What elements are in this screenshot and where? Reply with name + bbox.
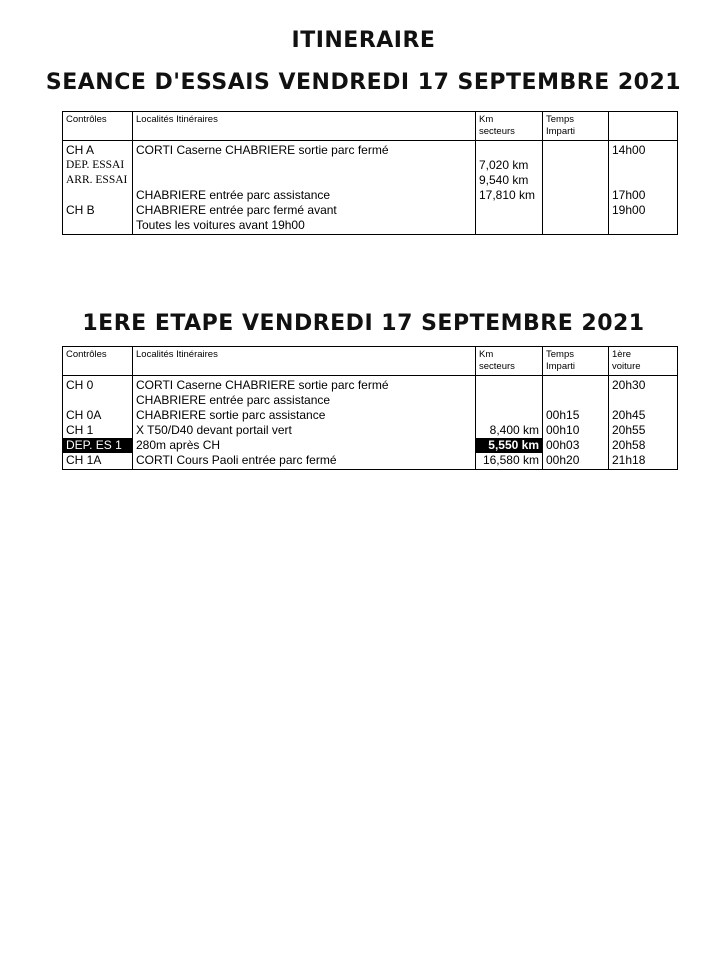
cell-km: 7,020 km	[476, 158, 543, 173]
cell-heure: 19h00	[609, 203, 678, 218]
section-title-1ere-etape: 1ERE ETAPE VENDREDI 17 SEPTEMBRE 2021	[82, 311, 645, 336]
cell-controle: ARR. ESSAI	[63, 173, 133, 188]
cell-controle: CH 0	[63, 376, 133, 394]
cell-heure: 14h00	[609, 141, 678, 159]
cell-temps	[543, 188, 609, 203]
cell-heure: 21h18	[609, 453, 678, 470]
cell-heure: 20h30	[609, 376, 678, 394]
cell-controle	[63, 218, 133, 235]
table-row	[63, 408, 678, 423]
cell-heure: 20h45	[609, 408, 678, 423]
section-title-seance-essais: SEANCE D'ESSAIS VENDREDI 17 SEPTEMBRE 2021	[45, 70, 682, 95]
cell-controle: CH 1	[63, 423, 133, 438]
cell-temps	[543, 393, 609, 408]
table-row	[63, 141, 678, 159]
cell-heure: 20h55	[609, 423, 678, 438]
table-row	[63, 173, 678, 188]
cell-temps	[543, 203, 609, 218]
cell-controle: DEP. ESSAI	[63, 158, 133, 173]
itinerary-table-essais	[62, 111, 678, 235]
cell-controle: CH 1A	[63, 453, 133, 470]
cell-heure	[609, 218, 678, 235]
itinerary-table-etape1	[62, 346, 678, 470]
cell-controle	[63, 393, 133, 408]
cell-km-highlighted: 5,550 km	[476, 438, 543, 453]
header-localites: Localités Itinéraires	[133, 112, 476, 141]
cell-localite: CORTI Caserne CHABRIERE sortie parc fermé	[133, 376, 476, 394]
cell-km	[476, 203, 543, 218]
header-controles: Contrôles	[63, 112, 133, 141]
cell-km	[476, 376, 543, 394]
cell-localite	[133, 158, 476, 173]
cell-km	[476, 393, 543, 408]
table-row	[63, 376, 678, 394]
cell-temps: 00h10	[543, 423, 609, 438]
header-temps-imparti: Temps Imparti	[543, 347, 609, 376]
cell-localite: CORTI Cours Paoli entrée parc fermé	[133, 453, 476, 470]
cell-temps	[543, 158, 609, 173]
header-heure	[609, 112, 678, 141]
table-row	[63, 423, 678, 438]
cell-localite: CHABRIERE entrée parc assistance	[133, 188, 476, 203]
document-title: ITINERAIRE	[291, 28, 436, 53]
header-1ere-voiture: 1ère voiture	[609, 347, 678, 376]
cell-localite: X T50/D40 devant portail vert	[133, 423, 476, 438]
cell-km: 17,810 km	[476, 188, 543, 203]
cell-temps	[543, 218, 609, 235]
header-km-secteurs: Km secteurs	[476, 347, 543, 376]
cell-localite: Toutes les voitures avant 19h00	[133, 218, 476, 235]
cell-localite: CHABRIERE entrée parc assistance	[133, 393, 476, 408]
cell-controle: CH A	[63, 141, 133, 159]
cell-controle: CH B	[63, 203, 133, 218]
cell-temps	[543, 141, 609, 159]
header-temps-imparti: Temps Imparti	[543, 112, 609, 141]
cell-temps	[543, 173, 609, 188]
cell-localite: CORTI Caserne CHABRIERE sortie parc fermé	[133, 141, 476, 159]
cell-km	[476, 408, 543, 423]
cell-heure	[609, 158, 678, 173]
header-km-secteurs: Km secteurs	[476, 112, 543, 141]
table-row	[63, 203, 678, 218]
header-controles: Contrôles	[63, 347, 133, 376]
table-row-highlighted	[63, 438, 678, 453]
cell-controle-highlighted: DEP. ES 1	[63, 438, 133, 453]
table-header-row	[63, 347, 678, 376]
table-header-row	[63, 112, 678, 141]
cell-km: 9,540 km	[476, 173, 543, 188]
table-row	[63, 158, 678, 173]
cell-temps	[543, 376, 609, 394]
table-row	[63, 393, 678, 408]
cell-localite: 280m après CH	[133, 438, 476, 453]
table-row	[63, 188, 678, 203]
cell-km	[476, 218, 543, 235]
cell-controle: CH 0A	[63, 408, 133, 423]
cell-heure: 17h00	[609, 188, 678, 203]
cell-heure: 20h58	[609, 438, 678, 453]
cell-controle	[63, 188, 133, 203]
cell-localite: CHABRIERE entrée parc fermé avant	[133, 203, 476, 218]
cell-heure	[609, 393, 678, 408]
cell-localite	[133, 173, 476, 188]
cell-temps: 00h15	[543, 408, 609, 423]
cell-km: 8,400 km	[476, 423, 543, 438]
cell-localite: CHABRIERE sortie parc assistance	[133, 408, 476, 423]
cell-km: 16,580 km	[476, 453, 543, 470]
cell-km	[476, 141, 543, 159]
cell-heure	[609, 173, 678, 188]
table-row	[63, 453, 678, 470]
cell-temps: 00h20	[543, 453, 609, 470]
header-localites: Localités Itinéraires	[133, 347, 476, 376]
table-row	[63, 218, 678, 235]
cell-temps: 00h03	[543, 438, 609, 453]
